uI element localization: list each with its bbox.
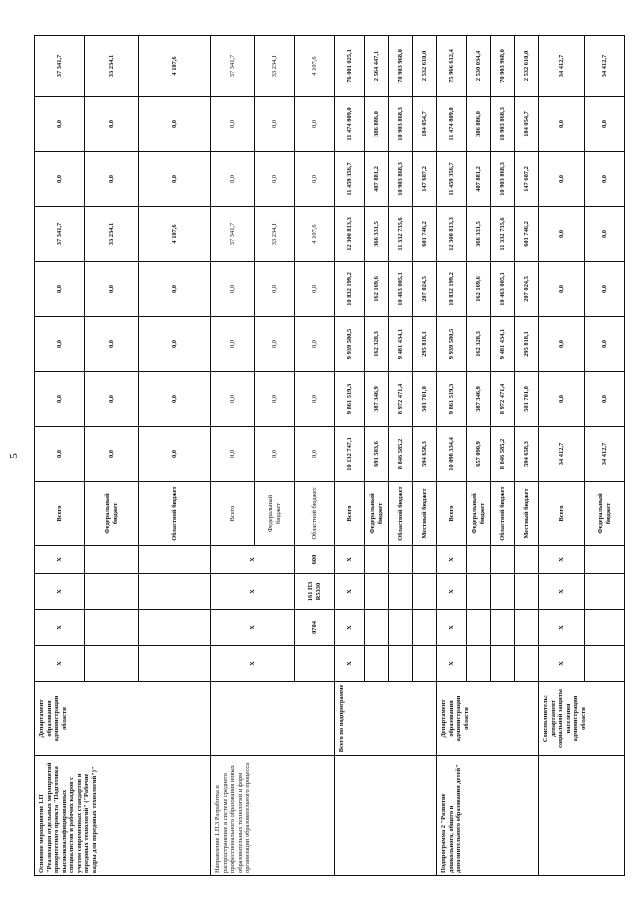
vr-cell: [515, 546, 539, 574]
csr-cell: 161 П3 R5330: [295, 574, 335, 610]
year-value: 0,0: [35, 372, 85, 427]
year-value: 33 234,1: [85, 207, 139, 262]
year-value: 295 818,1: [413, 317, 437, 372]
year-value: 11 459 356,7: [437, 152, 467, 207]
csr-cell: X: [35, 574, 85, 610]
total-value: 70 903 968,0: [389, 36, 413, 97]
total-value: 2 532 610,0: [515, 36, 539, 97]
year-value: 0,0: [35, 317, 85, 372]
year-value: 691 503,6: [365, 427, 389, 482]
total-value: 34 412,7: [585, 36, 625, 97]
grbs-cell: X: [539, 646, 585, 682]
year-value: 10 132 747,1: [335, 427, 365, 482]
year-value: 10 832 199,2: [437, 262, 467, 317]
year-value: 9 861 519,3: [335, 372, 365, 427]
year-value: 34 412,7: [539, 427, 585, 482]
funding-source: Всего: [335, 482, 365, 546]
funding-source: Федеральный бюджет: [365, 482, 389, 546]
csr-cell: X: [539, 574, 585, 610]
program-name: Подпрограмма 2 "Развитие дошкольного, общего и дополнительного образования детей": [437, 756, 539, 876]
vr-cell: [585, 546, 625, 574]
grbs-cell: [295, 646, 335, 682]
year-value: 0,0: [295, 317, 335, 372]
table-row: [437, 36, 467, 876]
year-value: 0,0: [139, 427, 211, 482]
year-value: 11 459 356,7: [335, 152, 365, 207]
csr-cell: [467, 574, 491, 610]
year-value: 0,0: [139, 372, 211, 427]
table-row: [35, 36, 85, 876]
rz-cell: X: [211, 610, 295, 646]
year-value: 8 972 471,4: [491, 372, 515, 427]
year-value: 366 331,5: [467, 207, 491, 262]
csr-cell: X: [335, 574, 365, 610]
year-value: 37 341,7: [211, 207, 255, 262]
year-value: 657 090,9: [467, 427, 491, 482]
year-value: 12 300 813,3: [437, 207, 467, 262]
rz-cell: [467, 610, 491, 646]
total-value: 2 532 610,0: [413, 36, 437, 97]
funding-source: Всего: [211, 482, 255, 546]
rz-cell: [413, 610, 437, 646]
year-value: 11 474 809,0: [335, 97, 365, 152]
funding-source: Всего: [539, 482, 585, 546]
year-value: 0,0: [585, 262, 625, 317]
grbs-cell: [85, 646, 139, 682]
grbs-cell: [467, 646, 491, 682]
year-value: 0,0: [211, 97, 255, 152]
vr-cell: X: [437, 546, 467, 574]
year-value: 0,0: [295, 262, 335, 317]
grbs-cell: [413, 646, 437, 682]
year-value: 501 701,0: [515, 372, 539, 427]
funding-source: Федеральный бюджет: [255, 482, 295, 546]
executor: Департамент образования администрации области: [35, 682, 211, 756]
rz-cell: [365, 610, 389, 646]
year-value: 0,0: [85, 97, 139, 152]
year-value: 184 054,7: [515, 97, 539, 152]
program-name: [335, 756, 437, 876]
year-value: 147 607,2: [413, 152, 437, 207]
year-value: 34 412,7: [585, 427, 625, 482]
total-value: 70 903 968,0: [491, 36, 515, 97]
funding-source: Федеральный бюджет: [467, 482, 491, 546]
vr-cell: X: [35, 546, 85, 574]
year-value: 366 331,5: [365, 207, 389, 262]
year-value: 8 846 585,2: [491, 427, 515, 482]
funding-source: Федеральный бюджет: [85, 482, 139, 546]
budget-table: [34, 35, 625, 876]
year-value: 501 701,0: [413, 372, 437, 427]
program-name: Основное мероприятие 1.П "Реализация отдельных мероприятий приоритетного проекта "Подготовка высококвалифицированных специалистов и рабочих кадров с учетом современных стандартов и передовых технологий" ("Рабочие кадры для передовых технологий")": [35, 756, 211, 876]
csr-cell: X: [437, 574, 467, 610]
year-value: 0,0: [539, 317, 585, 372]
executor: Соисполнитель: департамент социальной защиты населения администрации области: [539, 682, 625, 756]
year-value: 0,0: [35, 152, 85, 207]
year-value: 11 332 735,6: [389, 207, 413, 262]
rz-cell: [515, 610, 539, 646]
year-value: 184 054,7: [413, 97, 437, 152]
grbs-cell: [515, 646, 539, 682]
year-value: 0,0: [35, 262, 85, 317]
csr-cell: [413, 574, 437, 610]
rz-cell: [389, 610, 413, 646]
year-value: 0,0: [295, 97, 335, 152]
csr-cell: X: [211, 574, 295, 610]
year-value: 0,0: [585, 97, 625, 152]
total-value: 34 412,7: [539, 36, 585, 97]
grbs-cell: [491, 646, 515, 682]
year-value: 407 881,2: [365, 152, 389, 207]
vr-cell: [491, 546, 515, 574]
rz-cell: X: [335, 610, 365, 646]
year-value: 0,0: [539, 262, 585, 317]
funding-source: Всего: [437, 482, 467, 546]
year-value: 12 300 813,3: [335, 207, 365, 262]
vr-cell: [467, 546, 491, 574]
funding-source: Областной бюджет: [295, 482, 335, 546]
year-value: 386 886,0: [467, 97, 491, 152]
year-value: 4 107,6: [295, 207, 335, 262]
vr-cell: X: [539, 546, 585, 574]
year-value: 0,0: [295, 152, 335, 207]
rz-cell: [585, 610, 625, 646]
year-value: 0,0: [139, 317, 211, 372]
total-value: 75 966 612,4: [437, 36, 467, 97]
grbs-cell: X: [437, 646, 467, 682]
year-value: 0,0: [539, 152, 585, 207]
year-value: 10 832 199,2: [335, 262, 365, 317]
year-value: 0,0: [255, 262, 295, 317]
year-value: 387 346,9: [467, 372, 491, 427]
executor: Всего по подпрограмме: [335, 682, 437, 756]
year-value: 10 903 868,3: [389, 97, 413, 152]
year-value: 0,0: [211, 427, 255, 482]
year-value: 0,0: [539, 372, 585, 427]
table-row: [539, 36, 585, 876]
year-value: 9 939 580,5: [437, 317, 467, 372]
rz-cell: X: [437, 610, 467, 646]
year-value: 0,0: [585, 207, 625, 262]
year-value: 0,0: [85, 262, 139, 317]
year-value: 11 332 735,6: [491, 207, 515, 262]
vr-cell: [389, 546, 413, 574]
year-value: 0,0: [211, 317, 255, 372]
rz-cell: X: [539, 610, 585, 646]
total-value: 33 234,1: [255, 36, 295, 97]
year-value: 0,0: [139, 152, 211, 207]
year-value: 0,0: [85, 152, 139, 207]
year-value: 10 098 334,4: [437, 427, 467, 482]
year-value: 0,0: [139, 97, 211, 152]
year-value: 387 346,9: [365, 372, 389, 427]
year-value: 0,0: [295, 427, 335, 482]
document-page: [8, 36, 616, 876]
funding-source: Областной бюджет: [389, 482, 413, 546]
total-value: 37 341,7: [35, 36, 85, 97]
vr-cell: [365, 546, 389, 574]
year-value: 10 463 005,1: [491, 262, 515, 317]
total-value: 37 341,7: [211, 36, 255, 97]
year-value: 386 886,0: [365, 97, 389, 152]
rz-cell: [85, 610, 139, 646]
year-value: 11 474 809,0: [437, 97, 467, 152]
rz-cell: 0704: [295, 610, 335, 646]
year-value: 0,0: [295, 372, 335, 427]
funding-source: Местный бюджет: [515, 482, 539, 546]
year-value: 0,0: [255, 97, 295, 152]
table-row: [335, 36, 365, 876]
year-value: 601 746,2: [515, 207, 539, 262]
csr-cell: [85, 574, 139, 610]
rz-cell: [491, 610, 515, 646]
vr-cell: [85, 546, 139, 574]
funding-source: Областной бюджет: [491, 482, 515, 546]
funding-source: Всего: [35, 482, 85, 546]
year-value: 147 607,2: [515, 152, 539, 207]
executor: Департамент образования администрации области: [437, 682, 539, 756]
grbs-cell: X: [335, 646, 365, 682]
total-value: 4 107,6: [139, 36, 211, 97]
total-value: 2 530 034,4: [467, 36, 491, 97]
grbs-cell: [139, 646, 211, 682]
grbs-cell: X: [35, 646, 85, 682]
year-value: 37 341,7: [35, 207, 85, 262]
year-value: 33 234,1: [255, 207, 295, 262]
funding-source: Областной бюджет: [139, 482, 211, 546]
year-value: 9 939 580,5: [335, 317, 365, 372]
year-value: 162 169,6: [365, 262, 389, 317]
grbs-cell: X: [211, 646, 295, 682]
csr-cell: [585, 574, 625, 610]
year-value: 0,0: [585, 372, 625, 427]
csr-cell: [515, 574, 539, 610]
total-value: 33 234,1: [85, 36, 139, 97]
csr-cell: [491, 574, 515, 610]
vr-cell: X: [211, 546, 295, 574]
year-value: 0,0: [255, 317, 295, 372]
year-value: 295 818,1: [515, 317, 539, 372]
year-value: 0,0: [211, 152, 255, 207]
year-value: 9 481 434,1: [389, 317, 413, 372]
year-value: 9 481 434,1: [491, 317, 515, 372]
year-value: 162 328,3: [467, 317, 491, 372]
rz-cell: X: [35, 610, 85, 646]
year-value: 0,0: [211, 372, 255, 427]
year-value: 9 861 519,3: [437, 372, 467, 427]
year-value: 4 107,6: [139, 207, 211, 262]
csr-cell: [139, 574, 211, 610]
year-value: 10 903 868,3: [491, 97, 515, 152]
executor: [211, 682, 335, 756]
rz-cell: [139, 610, 211, 646]
page-number: 5: [8, 453, 20, 459]
grbs-cell: [389, 646, 413, 682]
total-value: 4 107,6: [295, 36, 335, 97]
year-value: 10 903 868,3: [491, 152, 515, 207]
year-value: 207 024,5: [515, 262, 539, 317]
year-value: 0,0: [255, 372, 295, 427]
year-value: 594 658,3: [515, 427, 539, 482]
vr-cell: [139, 546, 211, 574]
year-value: 0,0: [35, 427, 85, 482]
vr-cell: [413, 546, 437, 574]
year-value: 0,0: [139, 262, 211, 317]
year-value: 0,0: [85, 427, 139, 482]
year-value: 162 169,6: [467, 262, 491, 317]
year-value: 0,0: [539, 207, 585, 262]
year-value: 0,0: [35, 97, 85, 152]
year-value: 0,0: [85, 372, 139, 427]
year-value: 10 903 868,3: [389, 152, 413, 207]
year-value: 10 463 005,1: [389, 262, 413, 317]
csr-cell: [365, 574, 389, 610]
vr-cell: X: [335, 546, 365, 574]
funding-source: Федеральный бюджет: [585, 482, 625, 546]
year-value: 207 024,5: [413, 262, 437, 317]
funding-source: Местный бюджет: [413, 482, 437, 546]
total-value: 2 564 447,1: [365, 36, 389, 97]
year-value: 0,0: [211, 262, 255, 317]
year-value: 0,0: [585, 152, 625, 207]
grbs-cell: [365, 646, 389, 682]
year-value: 0,0: [585, 317, 625, 372]
vr-cell: 600: [295, 546, 335, 574]
year-value: 162 328,3: [365, 317, 389, 372]
year-value: 0,0: [255, 152, 295, 207]
total-value: 76 001 025,1: [335, 36, 365, 97]
program-name: Направление 1.П.3 Разработка и распространение в системе среднего профессионального образования новых образовательных технологий и форм организации образовательного процесса: [211, 756, 335, 876]
year-value: 0,0: [255, 427, 295, 482]
grbs-cell: [585, 646, 625, 682]
year-value: 8 846 585,2: [389, 427, 413, 482]
table-row: [211, 36, 255, 876]
year-value: 0,0: [85, 317, 139, 372]
year-value: 594 658,3: [413, 427, 437, 482]
csr-cell: [389, 574, 413, 610]
year-value: 407 881,2: [467, 152, 491, 207]
year-value: 601 746,2: [413, 207, 437, 262]
program-name: [539, 756, 625, 876]
year-value: 8 972 471,4: [389, 372, 413, 427]
year-value: 0,0: [539, 97, 585, 152]
